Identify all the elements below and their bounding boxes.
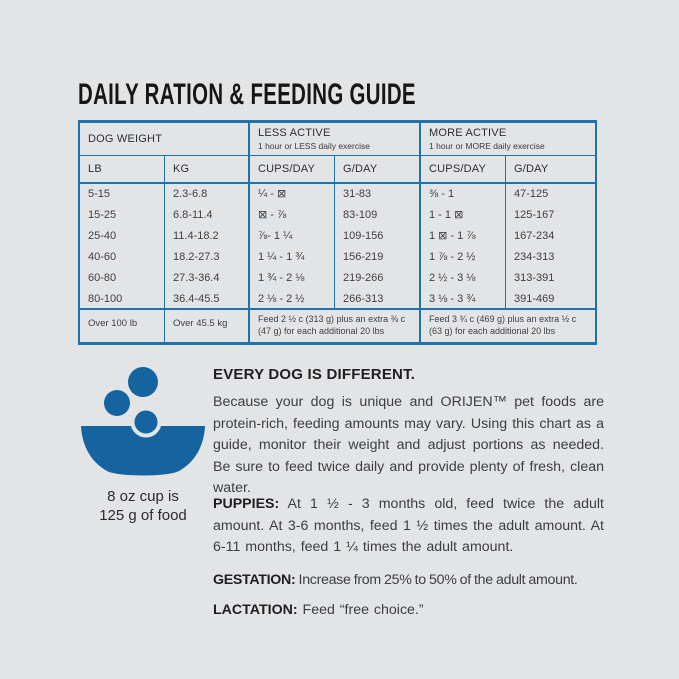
footer-more-active-feed: Feed 3 ¾ c (469 g) plus an extra ½ c (63 g) for each additional 20 lbs [429,314,577,336]
dog-weight-label: DOG WEIGHT [88,133,163,145]
cell-ma-cups: 2 ½ - 3 ⅛ [421,268,506,289]
more-active-subtitle: 1 hour or MORE daily exercise [429,141,545,151]
cell-lb: 25-40 [80,226,165,247]
cell-la-cups: 2 ⅛ - 2 ½ [250,289,335,310]
cell-ma-g: 234-313 [514,251,555,263]
cell-kg: 36.4-45.5 [165,289,250,310]
column-header-ma-cups: CUPS/DAY [421,156,506,184]
cell-la-g: 156-219 [335,247,421,268]
cell-ma-g: 167-234 [514,230,555,242]
gestation-text: Increase from 25% to 50% of the adult amount. [298,572,578,588]
cell-la-cups: 1 ¾ - 2 ⅛ [250,268,335,289]
feeding-guide-table [78,120,597,345]
gestation-paragraph [213,570,604,592]
less-active-subtitle: 1 hour or LESS daily exercise [258,141,370,151]
cell-ma-cups: 1 ⅞ - 2 ½ [421,247,506,268]
lactation-text: Feed “free choice.” [302,602,424,618]
info-heading: EVERY DOG IS DIFFERENT. [213,366,416,383]
cell-la-g: 31-83 [335,184,421,205]
kibble-circle-top [128,367,158,397]
cell-lb: 60-80 [80,268,165,289]
column-header-kg: KG [165,156,250,184]
cell-la-cups: 1 ¼ - 1 ¾ [250,247,335,268]
cell-ma-cups: 1 ⊠ - 1 ⅞ [421,226,506,247]
kibble-circle-front [133,409,160,436]
header-dog-weight [80,123,250,156]
cell-kg: 11.4-18.2 [165,226,250,247]
kibble-circle-left [104,390,130,416]
cell-la-g: 219-266 [335,268,421,289]
cell-la-cups: ⊠ - ⅞ [250,205,335,226]
column-header-lb: LB [80,156,165,184]
column-header-la-g: G/DAY [335,156,421,184]
cell-kg: 27.3-36.4 [165,268,250,289]
cell-kg: 6.8-11.4 [165,205,250,226]
cell-kg: 2.3-6.8 [165,184,250,205]
food-bowl-with-kibble-icon [78,366,208,480]
cup-caption [78,487,208,525]
cell-lb: 15-25 [80,205,165,226]
column-header-ma-g: G/DAY [506,156,595,184]
cell-la-g: 83-109 [335,205,421,226]
cell-la-g: 266-313 [335,289,421,310]
cup-caption-line1: 8 oz cup is [107,488,179,505]
cell-lb: 5-15 [80,184,165,205]
cup-measure-illustration [78,366,208,525]
page-title: DAILY RATION & FEEDING GUIDE [78,78,416,111]
cell-lb: 40-60 [80,247,165,268]
header-less-active [250,123,421,156]
lactation-label: LACTATION: [213,602,298,618]
footer-over-kg: Over 45.5 kg [165,310,250,342]
lactation-paragraph [213,600,604,622]
footer-less-active-feed: Feed 2 ½ c (313 g) plus an extra ⅜ c (47 g) for each additional 20 lbs [250,310,421,342]
cup-caption-line2: 125 g of food [99,507,187,524]
cell-la-cups: ¼ - ⊠ [250,184,335,205]
more-active-label: MORE ACTIVE [429,127,507,139]
cell-ma-cups: 3 ⅛ - 3 ¾ [421,289,506,310]
cell-lb: 80-100 [80,289,165,310]
cell-kg: 18.2-27.3 [165,247,250,268]
cell-la-g: 109-156 [335,226,421,247]
puppies-text: At 1 ½ - 3 months old, feed twice the adult amount. At 3-6 months, feed 1 ½ times the adult amount. At 6-11 months, feed 1 ¼ times the adult amount. [213,496,604,555]
cell-ma-g: 125-167 [514,209,555,221]
cell-ma-cups: 1 - 1 ⊠ [421,205,506,226]
cell-ma-cups: ⅜ - 1 [421,184,506,205]
footer-over-lb: Over 100 lb [80,310,165,342]
cell-ma-g: 313-391 [514,272,555,284]
puppies-label: PUPPIES: [213,496,280,512]
cell-la-cups: ⅞- 1 ¼ [250,226,335,247]
cell-ma-g: 47-125 [514,188,549,200]
gestation-label: GESTATION: [213,572,296,588]
cell-ma-g: 391-469 [506,289,595,310]
info-body-paragraph: Because your dog is unique and ORIJEN™ pet foods are protein-rich, feeding amounts may vary. Using this chart as a guide, monitor their weight and adjust portions as needed. Be sure to feed twice daily and provide plenty of fresh, clean water. [213,394,604,496]
column-header-la-cups: CUPS/DAY [250,156,335,184]
puppies-paragraph [213,494,604,559]
header-more-active [421,123,595,156]
less-active-label: LESS ACTIVE [258,127,331,139]
